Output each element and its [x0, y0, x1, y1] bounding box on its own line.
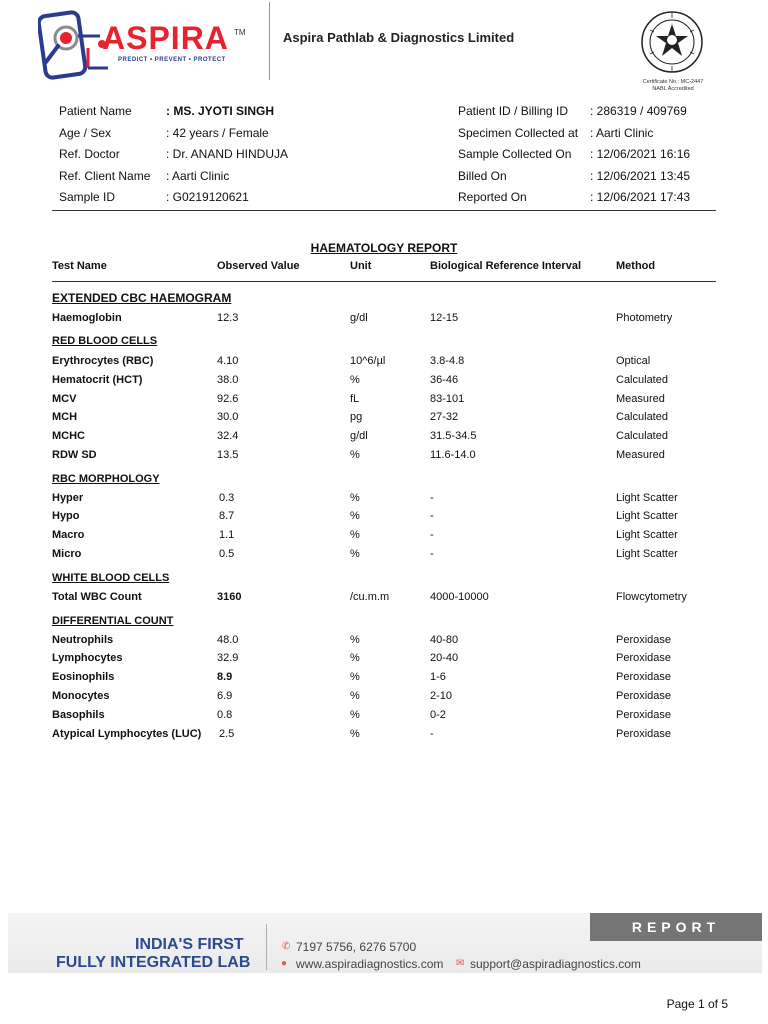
test-method: Light Scatter	[616, 529, 678, 541]
accreditation-label: NABL Accredited	[652, 86, 694, 92]
test-reference: 2-10	[430, 690, 453, 702]
mail-icon: ✉	[456, 958, 465, 969]
test-unit: 10^6/µl	[350, 355, 386, 367]
sample-collected-value: : 12/06/2021 16:16	[590, 147, 691, 161]
patient-id-value: : 286319 / 409769	[590, 104, 687, 118]
footer-email[interactable]: support@aspiradiagnostics.com	[470, 957, 641, 971]
info-divider	[52, 210, 716, 211]
test-name: Hypo	[52, 510, 80, 522]
table-row	[0, 671, 768, 687]
test-name: Monocytes	[52, 690, 110, 702]
patient-name-label: Patient Name	[59, 104, 132, 118]
test-reference: -	[430, 510, 434, 522]
table-row	[0, 591, 768, 607]
test-unit: %	[350, 671, 360, 683]
test-name: Hematocrit (HCT)	[52, 374, 143, 386]
test-name: Neutrophils	[52, 634, 114, 646]
test-reference: -	[430, 548, 434, 560]
test-value: 6.9	[217, 690, 233, 702]
table-row	[0, 529, 768, 545]
test-value: 0.3	[219, 492, 235, 504]
test-method: Measured	[616, 449, 665, 461]
test-unit: %	[350, 449, 360, 461]
test-unit: g/dl	[350, 312, 368, 324]
test-reference: 27-32	[430, 411, 459, 423]
test-name: MCV	[52, 393, 77, 405]
report-title	[0, 241, 768, 255]
specimen-collected-value: : Aarti Clinic	[590, 126, 654, 140]
col-observed-value: Observed Value	[217, 260, 300, 272]
table-row	[0, 430, 768, 446]
test-name: MCH	[52, 411, 78, 423]
footer-tagline-line1: INDIA'S FIRST	[135, 936, 244, 953]
col-test-name: Test Name	[52, 260, 107, 272]
billed-on-value: : 12/06/2021 13:45	[590, 169, 691, 183]
footer-divider	[266, 924, 267, 970]
test-method: Calculated	[616, 411, 668, 423]
test-unit: %	[350, 634, 360, 646]
test-name: RDW SD	[52, 449, 97, 461]
table-row	[0, 449, 768, 465]
certificate-number: Certificate No.: MC-2447	[642, 79, 704, 85]
nabl-seal-icon	[640, 10, 704, 74]
test-name: Macro	[52, 529, 85, 541]
test-unit: %	[350, 548, 360, 560]
test-method: Peroxidase	[616, 671, 672, 683]
test-method: Light Scatter	[616, 510, 678, 522]
footer-phone: 7197 5756, 6276 5700	[296, 940, 417, 954]
test-reference: 83-101	[430, 393, 465, 405]
test-value: 0.8	[217, 709, 233, 721]
test-unit: g/dl	[350, 430, 368, 442]
test-name: Basophils	[52, 709, 105, 721]
test-reference: 40-80	[430, 634, 459, 646]
test-method: Calculated	[616, 430, 668, 442]
specimen-collected-label: Specimen Collected at	[458, 126, 579, 140]
test-reference: -	[430, 728, 434, 740]
age-sex-value: : 42 years / Female	[166, 126, 269, 140]
table-row	[0, 393, 768, 409]
test-method: Calculated	[616, 374, 668, 386]
test-unit: %	[350, 374, 360, 386]
company-name: Aspira Pathlab & Diagnostics Limited	[283, 30, 515, 45]
test-unit: %	[350, 510, 360, 522]
test-reference: 3.8-4.8	[430, 355, 465, 367]
billed-on-label: Billed On	[458, 169, 507, 183]
table-row	[0, 312, 768, 328]
test-value: 2.5	[219, 728, 235, 740]
test-value: 13.5	[217, 449, 239, 461]
test-reference: 20-40	[430, 652, 459, 664]
test-value: 8.7	[219, 510, 235, 522]
sample-id-label: Sample ID	[59, 190, 116, 204]
table-row	[0, 355, 768, 371]
test-value: 12.3	[217, 312, 239, 324]
test-value: 4.10	[217, 355, 239, 367]
brand-name: ASPIRA	[102, 20, 229, 56]
test-method: Light Scatter	[616, 492, 678, 504]
test-name: Micro	[52, 548, 82, 560]
test-method: Measured	[616, 393, 665, 405]
test-value: 32.4	[217, 430, 239, 442]
table-row	[0, 728, 768, 744]
footer-website[interactable]: www.aspiradiagnostics.com	[296, 957, 444, 971]
test-name: Lymphocytes	[52, 652, 123, 664]
age-sex-label: Age / Sex	[59, 126, 112, 140]
test-reference: -	[430, 529, 434, 541]
section-rbc-morphology: RBC MORPHOLOGY	[52, 473, 160, 485]
section-white-blood-cells: WHITE BLOOD CELLS	[52, 572, 170, 584]
table-row	[0, 374, 768, 390]
page-number: Page 1 of 5	[666, 997, 728, 1011]
ref-doctor-label: Ref. Doctor	[59, 147, 120, 161]
test-unit: %	[350, 728, 360, 740]
section-extended-cbc: EXTENDED CBC HAEMOGRAM	[52, 291, 232, 305]
test-method: Peroxidase	[616, 652, 672, 664]
test-method: Photometry	[616, 312, 673, 324]
table-row	[0, 548, 768, 564]
report-title-text: HAEMATOLOGY REPORT	[310, 241, 458, 255]
test-method: Peroxidase	[616, 728, 672, 740]
test-reference: 1-6	[430, 671, 446, 683]
table-row	[0, 492, 768, 508]
test-value: 8.9	[217, 671, 233, 683]
col-reference: Biological Reference Interval	[430, 260, 581, 272]
test-unit: %	[350, 529, 360, 541]
table-row	[0, 652, 768, 668]
test-unit: %	[350, 690, 360, 702]
section-differential-count: DIFFERENTIAL COUNT	[52, 615, 174, 627]
test-unit: pg	[350, 411, 363, 423]
test-reference: 0-2	[430, 709, 446, 721]
test-reference: -	[430, 492, 434, 504]
test-name: Hyper	[52, 492, 84, 504]
patient-name-value: : MS. JYOTI SINGH	[166, 104, 275, 118]
test-name: Eosinophils	[52, 671, 115, 683]
test-name: Atypical Lymphocytes (LUC)	[52, 728, 202, 740]
test-value: 1.1	[219, 529, 235, 541]
reported-on-value: : 12/06/2021 17:43	[590, 190, 691, 204]
brand-tagline: PREDICT • PREVENT • PROTECT	[118, 57, 226, 63]
ref-client-label: Ref. Client Name	[59, 169, 151, 183]
table-row	[0, 411, 768, 427]
test-value: 48.0	[217, 634, 239, 646]
ref-doctor-value: : Dr. ANAND HINDUJA	[166, 147, 289, 161]
globe-icon: ●	[281, 958, 288, 969]
test-reference: 36-46	[430, 374, 459, 386]
test-unit: fL	[350, 393, 360, 405]
test-method: Peroxidase	[616, 709, 672, 721]
test-method: Peroxidase	[616, 634, 672, 646]
test-name: MCHC	[52, 430, 85, 442]
test-method: Peroxidase	[616, 690, 672, 702]
table-row	[0, 709, 768, 725]
section-red-blood-cells: RED BLOOD CELLS	[52, 335, 158, 347]
report-tab: REPORT	[590, 913, 762, 941]
test-method: Optical	[616, 355, 651, 367]
test-value: 30.0	[217, 411, 239, 423]
header-divider-line	[52, 281, 716, 282]
test-method: Light Scatter	[616, 548, 678, 560]
test-value: 32.9	[217, 652, 239, 664]
col-unit: Unit	[350, 260, 372, 272]
test-name: Haemoglobin	[52, 312, 122, 324]
table-row	[0, 690, 768, 706]
footer-tagline-line2: FULLY INTEGRATED LAB	[56, 954, 251, 971]
test-reference: 11.6-14.0	[430, 449, 476, 461]
test-unit: %	[350, 709, 360, 721]
sample-collected-label: Sample Collected On	[458, 147, 572, 161]
test-unit: /cu.m.m	[350, 591, 390, 603]
test-unit: %	[350, 492, 360, 504]
phone-icon: ✆	[282, 941, 291, 952]
test-unit: %	[350, 652, 360, 664]
trademark: TM	[234, 28, 246, 37]
table-row	[0, 634, 768, 650]
reported-on-label: Reported On	[458, 190, 527, 204]
header-divider	[269, 2, 270, 80]
test-value: 3160	[217, 591, 242, 603]
sample-id-value: : G0219120621	[166, 190, 249, 204]
test-value: 38.0	[217, 374, 239, 386]
test-name: Total WBC Count	[52, 591, 142, 603]
test-method: Flowcytometry	[616, 591, 687, 603]
col-method: Method	[616, 260, 656, 272]
test-reference: 12-15	[430, 312, 459, 324]
test-name: Erythrocytes (RBC)	[52, 355, 154, 367]
test-reference: 4000-10000	[430, 591, 489, 603]
patient-id-label: Patient ID / Billing ID	[458, 104, 569, 118]
ref-client-value: : Aarti Clinic	[166, 169, 230, 183]
test-value: 92.6	[217, 393, 239, 405]
test-value: 0.5	[219, 548, 235, 560]
table-row	[0, 510, 768, 526]
test-reference: 31.5-34.5	[430, 430, 477, 442]
